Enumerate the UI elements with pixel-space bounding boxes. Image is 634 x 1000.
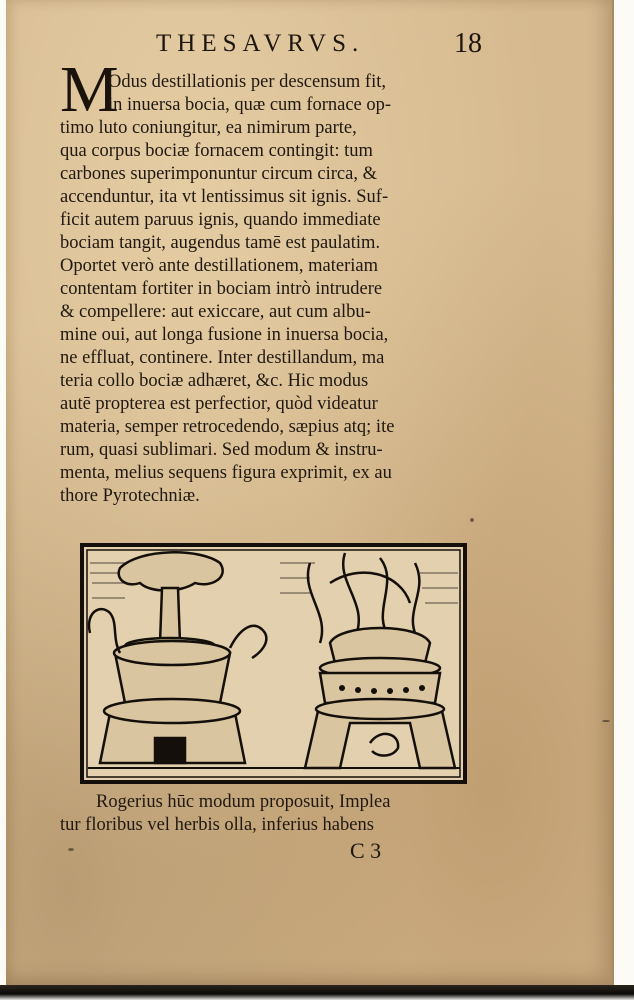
page-bottom-edge [0, 985, 634, 1000]
ink-smudge [470, 518, 474, 522]
text-line: materia, semper retrocedendo, sæpius atq; ite [60, 417, 395, 437]
text-line: & compellere: aut exiccare, aut cum albu- [60, 302, 371, 322]
caption-line: Rogerius hūc modum proposuit, Implea [96, 792, 391, 812]
text-line: rum, quasi sublimari. Sed modum & instru- [60, 440, 383, 460]
text-line: mine oui, aut longa fusione in inuersa bocia, [60, 325, 389, 345]
ink-smudge [68, 848, 74, 851]
text-line: timo luto coniungitur, ea nimirum parte, [60, 118, 357, 138]
signature-mark: C 3 [350, 838, 382, 863]
text-line: accenduntur, ita vt lentissimus sit ignis. Suf- [60, 187, 389, 207]
drop-cap: M [60, 53, 119, 126]
text-line: in inuersa bocia, quæ cum fornace op- [108, 95, 392, 115]
text-line: teria collo bociæ adhæret, &c. Hic modus [60, 371, 369, 391]
ink-smudge [602, 720, 610, 722]
running-head: THESAVRVS. [156, 30, 365, 57]
text-line: carbones superimponuntur circum circa, & [60, 164, 377, 184]
caption-line: tur floribus vel herbis olla, inferius habens [60, 815, 374, 835]
text-line: thore Pyrotechniæ. [60, 486, 200, 506]
text-line: menta, melius sequens figura exprimit, ex au [60, 463, 392, 483]
text-line: ne effluat, continere. Inter destillandum, ma [60, 348, 385, 368]
woodcut-distillation-furnaces-icon [80, 543, 467, 784]
text-line: qua corpus bociæ fornacem contingit: tum [60, 141, 373, 161]
text-line: Oportet verò ante destillationem, materiam [60, 256, 378, 276]
text-line: contentam fortiter in bociam intrò intrudere [60, 279, 383, 299]
text-line: ficit autem paruus ignis, quando immediate [60, 210, 381, 230]
text-line: bociam tangit, augendus tamē est paulatim. [60, 233, 381, 253]
text-line: Odus destillationis per descensum fit, [108, 72, 386, 92]
page-number: 18 [454, 28, 482, 59]
text-line: autē propterea est perfectior, quòd videatur [60, 394, 378, 414]
